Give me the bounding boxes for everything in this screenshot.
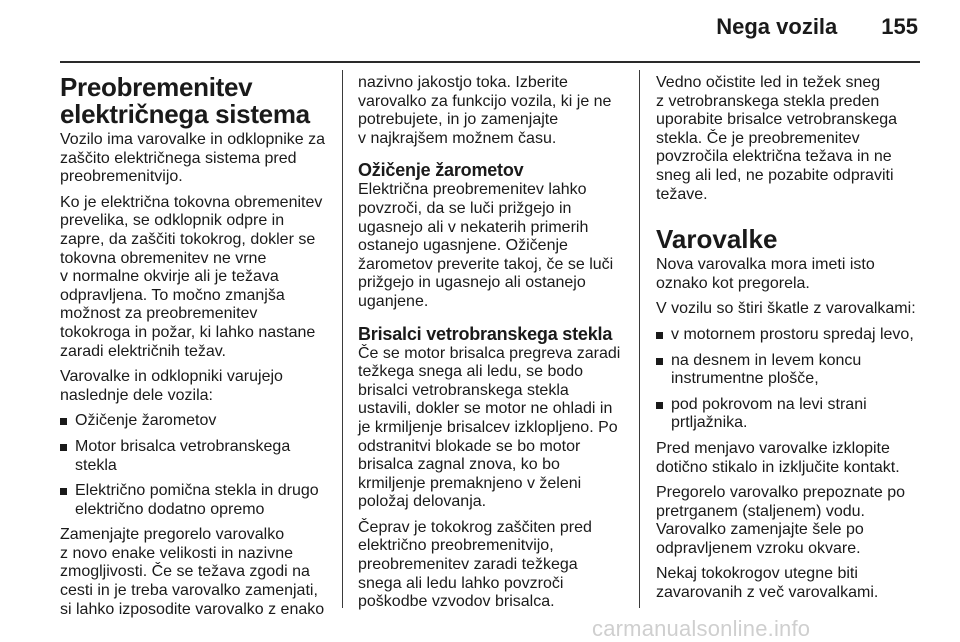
text-line: Čeprav je tokokrog zaščiten pred [358,518,592,536]
page-header [0,14,918,54]
paragraph [358,74,630,148]
list-item-text: stekla [75,456,117,474]
list-item-text: električno dodatno opremo [75,500,265,518]
column-2 [358,74,630,619]
text-line: Električna preobremenitev lahko [358,181,587,199]
text-line: žarometov preverite takoj, če se luči [358,255,614,273]
bullet-square-icon [60,418,67,425]
list-item [60,438,330,475]
text-line: stekla. Če je preobremenitev [656,129,860,147]
text-line: z novo enake velikosti in nazivne [60,544,294,562]
text-line: težave. [656,185,708,203]
text-line: zmogljivosti. Če se težava zgodi na [60,563,310,581]
heading-fuses: Varovalke [656,224,778,255]
text-line: uporabite brisalce vetrobranskega [656,111,898,129]
text-line: preobremenitev zaradi težkega [358,556,578,574]
paragraph [60,131,330,187]
text-line: odpravljenem vzroku okvare. [656,539,861,557]
text-line: Preobremenitev [60,72,253,102]
text-line: brisalci vetrobranskega stekla [358,381,569,399]
header-rule [60,61,920,63]
text-line: uganjene. [358,292,429,310]
heading-windshield-wipers: Brisalci vetrobranskega stekla [358,323,613,344]
list-item-text: na desnem in levem koncu [671,351,862,369]
text-line: zaradi električnih težav. [60,342,226,360]
text-line: električnega sistema [60,99,310,129]
text-line: ostanejo ugasnjene. Ožičenje [358,237,568,255]
text-line: Varovalko zamenjajte šele po [656,521,864,539]
text-line: odpravljena. To močno zmanjša [60,286,285,304]
paragraph [60,194,330,361]
text-line: pretrganem (staljenem) vodu. [656,502,865,520]
list-item [60,412,330,431]
text-line: brisalca zagnal znova, ko bo [358,456,560,474]
text-line: sneg ali led, ne pozabite odpraviti [656,166,894,184]
bullet-square-icon [656,402,663,409]
text-line: težkega snega ali ledu, se bodo [358,363,584,381]
list-item-text: v motornem prostoru spredaj levo, [671,325,914,343]
text-line: Ko je električna tokovna obremenitev [60,193,323,211]
paragraph [358,181,630,311]
text-line: električno preobremenitvijo, [358,537,554,555]
text-line: prižgejo in ugasnejo ali ostanejo [358,274,586,292]
section-title: Nega vozila [716,14,838,39]
paragraph [656,74,924,204]
text-line: Vedno očistite led in težek sneg [656,74,881,91]
text-line: možnost za preobremenitev [60,305,258,323]
text-line: tokokroga in požar, ki lahko nastane [60,323,316,341]
list-item [656,396,924,433]
list-item-text: instrumentne plošče, [671,370,819,388]
text-line: v normalne okvirje ali je težava [60,268,279,286]
text-line: povzročila električna težava in ne [656,148,892,166]
paragraph [358,519,630,612]
text-line: ustavili, dokler se motor ne ohladi in [358,400,613,418]
paragraph [656,256,924,293]
list-item-text: Električno pomična stekla in drugo [75,482,319,500]
column-divider-2 [639,70,640,608]
list-item [656,352,924,389]
text-line: zapre, da zaščiti tokokrog, dokler se [60,230,316,248]
text-line: je krmiljenje brisalcev izklopljeno. Po [358,418,618,436]
text-line: oznako kot pregorela. [656,274,810,292]
text-line: Zamenjajte pregorelo varovalko [60,526,285,544]
paragraph [656,300,924,319]
text-line: Nekaj tokokrogov utegne biti [656,565,858,583]
text-line: položaj delovanja. [358,493,487,511]
list-item [656,326,924,345]
paragraph [60,368,330,405]
list-item [60,482,330,519]
text-line: snega ali ledu lahko povzroči [358,574,564,592]
list-item-text: pod pokrovom na levi strani [671,395,867,413]
list-item-text: Ožičenje žarometov [75,412,217,430]
text-line: Nova varovalka mora imeti isto [656,256,875,274]
text-line: krmiljenje premaknjeno v želeni [358,474,582,492]
heading-headlamp-wiring: Ožičenje žarometov [358,160,524,181]
text-line: si lahko izposodite varovalko z enako [60,600,325,618]
list-item-text: Motor brisalca vetrobranskega [75,437,291,455]
heading-overload [60,74,330,128]
paragraph [656,484,924,558]
text-line: Varovalke in odklopniki varujejo [60,368,283,386]
text-line: nazivno jakostjo toka. Izberite [358,74,568,91]
text-line: poškodbe vzvodov brisalca. [358,593,555,611]
bullet-square-icon [60,488,67,495]
text-line: tokovna obremenitev ne vrne [60,249,267,267]
text-line: ugasnejo ali v nekaterih primerih [358,218,589,236]
column-1 [60,74,330,626]
text-line: potrebujete, in jo zamenjajte [358,111,559,129]
paragraph [60,526,330,619]
text-line: cesti in je treba varovalko zamenjati, [60,582,318,600]
bullet-square-icon [656,358,663,365]
text-line: preobremenitvijo. [60,168,183,186]
text-line: dotično stikalo in izključite kontakt. [656,458,900,476]
text-line: z vetrobranskega stekla preden [656,92,880,110]
text-line: zaščito električnega sistema pred [60,149,297,167]
text-line: povzroči, da se luči prižgejo in [358,199,572,217]
column-divider-1 [342,70,343,608]
list-item-text: prtljažnika. [671,414,748,432]
bullet-list [60,412,330,519]
text-line: Če se motor brisalca pregreva zaradi [358,344,621,362]
page-number: 155 [881,14,918,39]
text-line: prevelika, se odklopnik odpre in [60,212,285,230]
text-line: naslednje dele vozila: [60,386,213,404]
text-line: zavarovanih z več varovalkami. [656,584,879,602]
paragraph [358,345,630,512]
watermark[interactable]: carmanualsonline.info [592,616,811,641]
text-line: odstranitvi blokade se bo motor [358,437,581,455]
bullet-square-icon [60,444,67,451]
text-line: Vozilo ima varovalke in odklopnike za [60,131,326,148]
text-line: Pred menjavo varovalke izklopite [656,439,890,457]
paragraph [656,440,924,477]
text-line: V vozilu so štiri škatle z varovalkami: [656,300,916,318]
bullet-list [656,326,924,433]
paragraph [656,565,924,602]
text-line: Pregorelo varovalko prepoznate po [656,484,906,502]
text-line: varovalko za funkcijo vozila, ki je ne [358,92,612,110]
bullet-square-icon [656,332,663,339]
column-3 [656,74,924,610]
text-line: v najkrajšem možnem času. [358,129,557,147]
